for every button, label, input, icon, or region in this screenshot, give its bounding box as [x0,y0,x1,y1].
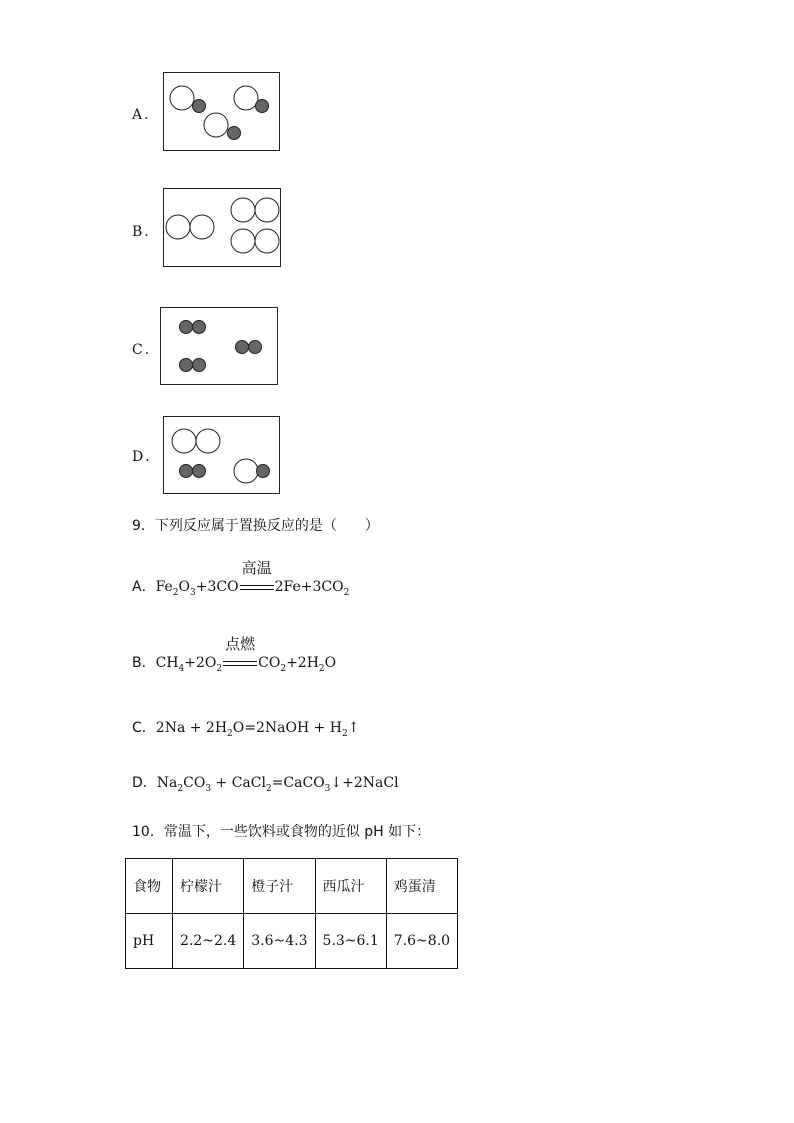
ph-table [125,858,458,969]
reaction-condition-b: 点燃 [223,655,257,671]
gas-arrow: ↑ [347,720,360,736]
table-cell: 5.3~6.1 [315,914,386,969]
option-c-label: C． [132,342,161,358]
table-cell: 鸡蛋清 [386,859,457,914]
particle-diagram-a [163,72,281,152]
table-cell: 橙子汁 [244,859,315,914]
q9-option-b-label: B． [132,655,156,671]
table-cell: 7.6~8.0 [386,914,457,969]
q9-option-b: B．$CH_4+2O_2$ 点燃 $CO_2+2H_2O$ [132,635,337,674]
table-cell: pH [126,914,173,969]
q9-option-a: A．$Fe_2O_3+3CO$ 高温 $2Fe+3CO_2$ [132,559,350,598]
q9-option-d: D．$Na_2CO_3$ + CaCl$_2$=CaCO$_3$↓+2NaCl [132,775,399,794]
q9-option-d-label: D． [132,775,157,791]
table-cell: 西瓜汁 [315,859,386,914]
q9-option-c: C．$2Na + 2H_2O=2NaOH$ + $H_2↑$ [132,720,360,739]
particle-diagram-c [160,307,279,386]
option-b-label: B． [132,224,161,240]
table-row [126,859,458,914]
table-cell: 食物 [126,859,173,914]
q9-option-a-label: A． [132,579,156,595]
option-d-label: D． [132,449,162,465]
table-row [126,914,458,969]
option-a-label: A． [132,107,161,123]
table-cell: 3.6~4.3 [244,914,315,969]
table-cell: 2.2~2.4 [173,914,244,969]
question-10-stem: 10．常温下，一些饮料或食物的近似 pH 如下： [132,824,431,840]
question-9-stem: 9．下列反应属于置换反应的是（ ） [132,518,379,534]
particle-diagram-d [163,416,281,495]
particle-diagram-b [163,188,282,268]
table-cell: 柠檬汁 [173,859,244,914]
reaction-condition-a: 高温 [240,579,274,595]
q9-option-c-label: C． [132,720,156,736]
